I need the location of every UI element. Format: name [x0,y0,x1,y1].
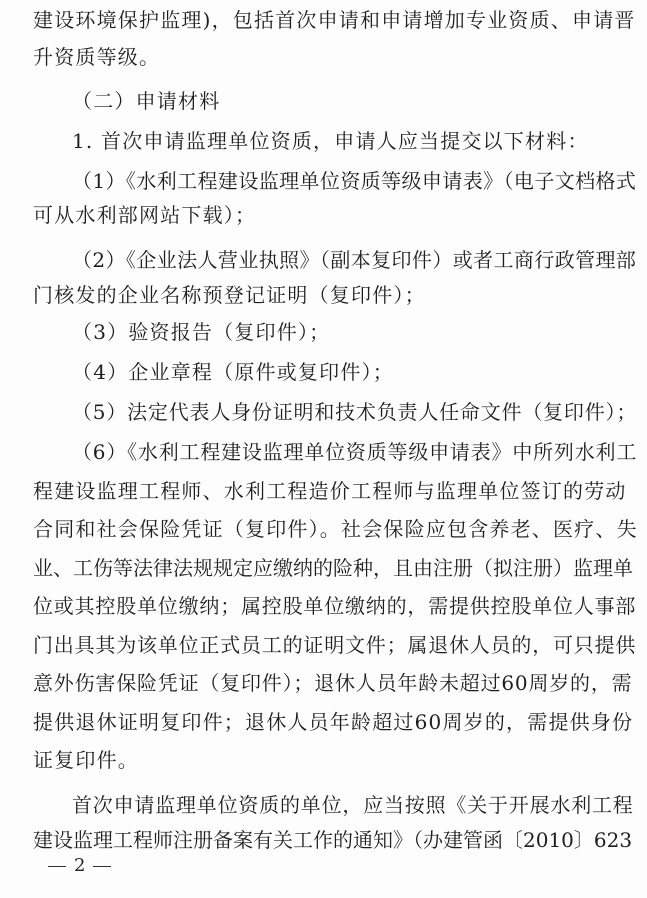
dash-left [48,866,66,867]
text-line: 建设环境保护监理)，包括首次申请和申请增加专业资质、申请晋 [33,8,636,32]
text-line: 首次申请监理单位资质的单位，应当按照《关于开展水利工程 [72,793,634,817]
text-line: 可从水利部网站下载）； [33,203,257,227]
list-item: （6）《水利工程建设监理单位资质等级申请表》中所列水利工 [72,440,638,464]
text-line: 建设监理工程师注册备案有关工作的通知》（办建管函〔2010〕623 [33,828,633,852]
text-line: 提供退休证明复印件；退休人员年龄超过60周岁的，需提供身份 [33,710,634,734]
text-line: 1. 首次申请监理单位资质，申请人应当提交以下材料： [72,129,589,153]
list-item: （4）企业章程（原件或复印件）； [72,360,394,384]
list-item: （5）法定代表人身份证明和技术负责人任命文件（复印件）； [72,400,638,424]
text-line: 程建设监理工程师、水利工程造价工程师与监理单位签订的劳动 [33,479,627,503]
text-line: 门核发的企业名称预登记证明（复印件）； [33,283,426,307]
list-item: （1）《水利工程建设监理单位资质等级申请表》（电子文档格式 [72,169,637,193]
text-line: 合同和社会保险凭证（复印件）。社会保险应包含养老、医疗、失 [33,517,638,541]
list-item: （2）《企业法人营业执照》（副本复印件）或者工商行政管理部 [72,248,637,272]
page-footer [40,855,119,877]
page-number: 2 [74,855,86,876]
text-line: 升资质等级。 [33,45,161,69]
text-line: 业、工伤等法律法规规定应缴纳的险种，且由注册（拟注册）监理单 [33,556,633,580]
text-line: 证复印件。 [33,748,139,772]
text-line: 意外伤害保险凭证（复印件）；退休人员年龄未超过60周岁的，需 [33,671,633,695]
text-line: 位或其控股单位缴纳；属控股单位缴纳的，需提供控股单位人事部 [33,594,637,618]
section-heading: （二）申请材料 [72,89,221,113]
text-line: 门出具其为该单位正式员工的证明文件；属退休人员的，可只提供 [33,633,637,657]
dash-right [93,866,111,867]
list-item: （3）验资报告（复印件）； [72,320,331,344]
